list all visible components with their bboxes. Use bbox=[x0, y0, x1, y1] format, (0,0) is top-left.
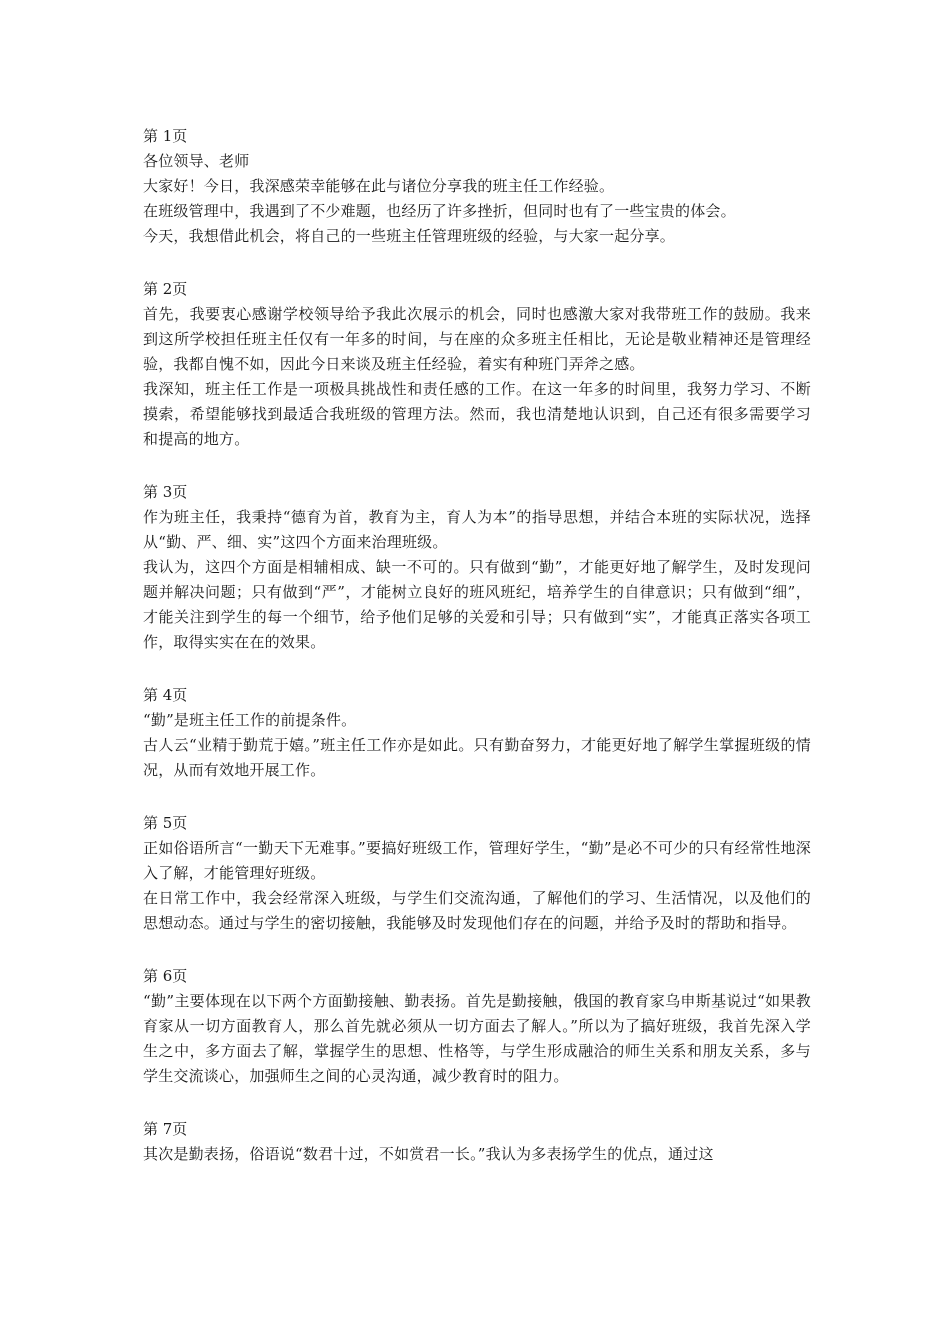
page-section-5 bbox=[143, 811, 811, 936]
paragraph: 各位领导、老师 bbox=[143, 152, 250, 170]
paragraph: 作为班主任，我秉持“德育为首，教育为主，育人为本”的指导思想，并结合本班的实际状况，选择从“勤、严、细、实”这四个方面来治理班级。 bbox=[143, 508, 811, 551]
page-section-1 bbox=[143, 124, 811, 249]
paragraph: 正如俗语所言“一勤天下无难事。”要搞好班级工作，管理好学生，“勤”是必不可少的只有经常性地深入了解，才能管理好班级。 bbox=[143, 839, 811, 882]
page-number-label: 第 5页 bbox=[143, 814, 188, 832]
page-number-label: 第 1页 bbox=[143, 127, 188, 145]
paragraph: 今天，我想借此机会，将自己的一些班主任管理班级的经验，与大家一起分享。 bbox=[143, 227, 676, 245]
page-section-4 bbox=[143, 683, 811, 783]
paragraph: 在班级管理中，我遇到了不少难题，也经历了许多挫折，但同时也有了一些宝贵的体会。 bbox=[143, 202, 736, 220]
paragraph: 我认为，这四个方面是相辅相成、缺一不可的。只有做到“勤”，才能更好地了解学生，及时发现问题并解决问题；只有做到“严”，才能树立良好的班风班纪，培养学生的自律意识；只有做到“细”，才能关注到学生的每一个细节，给予他们足够的关爱和引导；只有做到“实”，才能真正落实各项工作，取得实实在在的效果。 bbox=[143, 558, 811, 651]
paragraph: “勤”是班主任工作的前提条件。 bbox=[143, 711, 357, 729]
paragraph: 其次是勤表扬，俗语说“数君十过，不如赏君一长。”我认为多表扬学生的优点，通过这 bbox=[143, 1145, 714, 1163]
paragraph: 我深知，班主任工作是一项极具挑战性和责任感的工作。在这一年多的时间里，我努力学习、不断摸索，希望能够找到最适合我班级的管理方法。然而，我也清楚地认识到，自己还有很多需要学习和提高的地方。 bbox=[143, 380, 811, 448]
page-section-6 bbox=[143, 964, 811, 1089]
page-section-3 bbox=[143, 480, 811, 655]
page-number-label: 第 6页 bbox=[143, 967, 188, 985]
paragraph: 大家好！今日，我深感荣幸能够在此与诸位分享我的班主任工作经验。 bbox=[143, 177, 615, 195]
page-section-2 bbox=[143, 277, 811, 452]
page-number-label: 第 7页 bbox=[143, 1120, 188, 1138]
document-body bbox=[143, 124, 811, 1195]
paragraph: 古人云“业精于勤荒于嬉。”班主任工作亦是如此。只有勤奋努力，才能更好地了解学生掌握班级的情况，从而有效地开展工作。 bbox=[143, 736, 811, 779]
page-section-7 bbox=[143, 1117, 811, 1167]
page-number-label: 第 4页 bbox=[143, 686, 188, 704]
page-number-label: 第 3页 bbox=[143, 483, 188, 501]
page-number-label: 第 2页 bbox=[143, 280, 188, 298]
paragraph: 首先，我要衷心感谢学校领导给予我此次展示的机会，同时也感激大家对我带班工作的鼓励。我来到这所学校担任班主任仅有一年多的时间，与在座的众多班主任相比，无论是敬业精神还是管理经验，我都自愧不如，因此今日来谈及班主任经验，着实有种班门弄斧之感。 bbox=[143, 305, 811, 373]
paragraph: 在日常工作中，我会经常深入班级，与学生们交流沟通，了解他们的学习、生活情况，以及他们的思想动态。通过与学生的密切接触，我能够及时发现他们存在的问题，并给予及时的帮助和指导。 bbox=[143, 889, 811, 932]
paragraph: “勤”主要体现在以下两个方面勤接触、勤表扬。首先是勤接触，俄国的教育家乌申斯基说过“如果教育家从一切方面教育人，那么首先就必须从一切方面去了解人。”所以为了搞好班级，我首先深入学生之中，多方面去了解，掌握学生的思想、性格等，与学生形成融洽的师生关系和朋友关系，多与学生交流谈心，加强师生之间的心灵沟通，减少教育时的阻力。 bbox=[143, 992, 811, 1085]
